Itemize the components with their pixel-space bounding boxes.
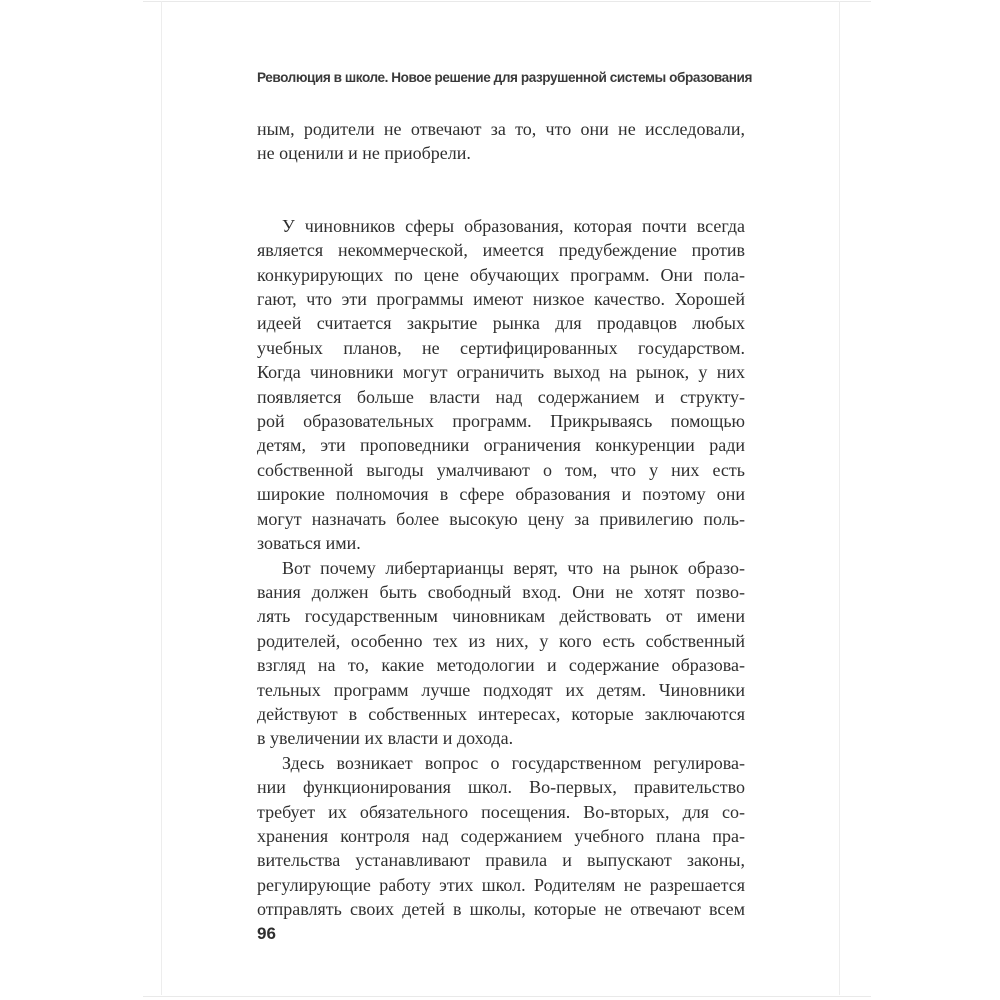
page-top-edge	[143, 1, 871, 2]
text-line: не оценили и не приобрели.	[257, 143, 471, 164]
text-line: зоваться ими.	[257, 533, 361, 554]
text-line: конкурирующих по цене обучающих программ. Они пола-	[257, 264, 745, 285]
text-line: нии функционирования школ. Во-первых, правительство	[257, 777, 745, 798]
text-line: могут назначать более высокую цену за привилегию поль-	[257, 508, 745, 529]
text-line: появляется больше власти над содержанием и структу-	[257, 386, 745, 407]
text-line: является некоммерческой, имеется предубеждение против	[257, 240, 745, 261]
text-line: детям, эти проповедники ограничения конкуренции ради	[257, 435, 745, 456]
text-line: хранения контроля над содержанием учебного плана пра-	[257, 825, 745, 846]
page-bottom-edge	[143, 996, 871, 997]
text-line: вания должен быть свободный вход. Они не хотят позво-	[257, 581, 745, 602]
text-line: требует их обязательного посещения. Во-вторых, для со-	[257, 801, 745, 822]
text-line: собственной выгоды умалчивают о том, что у них есть	[257, 459, 745, 480]
text-line: гают, что эти программы имеют низкое качество. Хорошей	[257, 289, 745, 310]
text-line: Здесь возникает вопрос о государственном регулирова-	[282, 752, 745, 773]
paragraph	[257, 556, 745, 751]
page-body-text	[257, 117, 745, 922]
text-line: рой образовательных программ. Прикрываясь помощью	[257, 411, 745, 432]
text-line: Вот почему либертарианцы верят, что на рынок образо-	[282, 557, 745, 578]
text-line: У чиновников сферы образования, которая почти всегда	[282, 215, 745, 236]
running-header: Революция в школе. Новое решение для разрушенной системы образования	[257, 69, 752, 85]
paragraph	[257, 751, 745, 922]
paragraph	[257, 117, 745, 166]
text-line: широкие полномочия в сфере образования и поэтому они	[257, 484, 745, 505]
text-line: учебных планов, не сертифицированных государством.	[257, 337, 745, 358]
text-line: Когда чиновники могут ограничить выход на рынок, у них	[257, 362, 745, 383]
text-line: взгляд на то, какие методологии и содержание образова-	[257, 655, 745, 676]
text-line: отправлять своих детей в школы, которые не отвечают всем	[257, 899, 745, 920]
text-line: лять государственным чиновникам действовать от имени	[257, 606, 745, 627]
text-line: действуют в собственных интересах, которые заключаются	[257, 703, 745, 724]
text-line: в увеличении их власти и дохода.	[257, 728, 514, 749]
text-line: тельных программ лучше подходят их детям. Чиновники	[257, 679, 745, 700]
text-line: регулирующие работу этих школ. Родителям не разрешается	[257, 874, 745, 895]
paragraph	[257, 214, 745, 556]
text-line: родителей, особенно тех из них, у кого есть собственный	[257, 630, 745, 651]
page-number: 96	[257, 924, 276, 943]
text-line: идеей считается закрытие рынка для продавцов любых	[257, 313, 745, 334]
text-line: вительства устанавливают правила и выпускают законы,	[257, 850, 745, 871]
text-line: ным, родители не отвечают за то, что они не исследовали,	[257, 119, 745, 139]
